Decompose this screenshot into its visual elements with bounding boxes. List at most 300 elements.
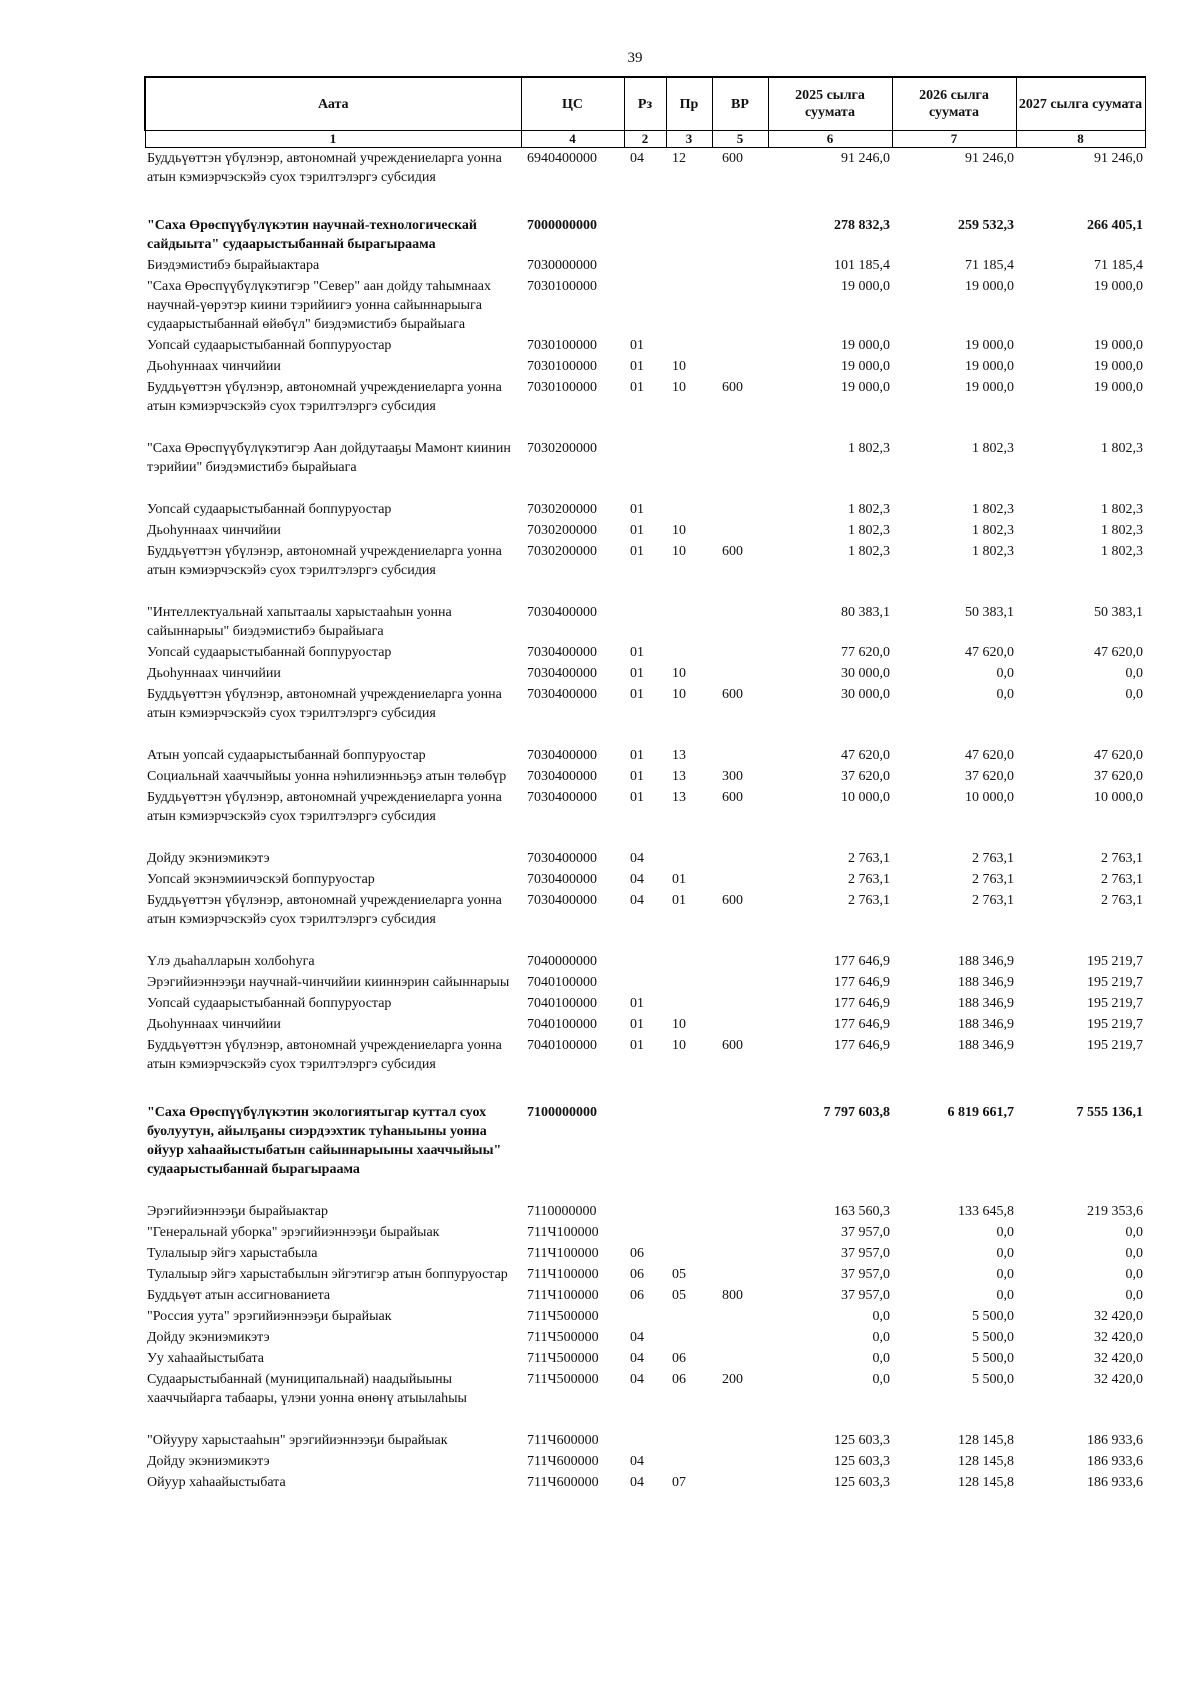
row-rz-code [624, 255, 666, 276]
row-amount-2026: 1 802,3 [972, 502, 1014, 517]
row-cs-code: 7030100000 [527, 338, 597, 353]
row-amount-2027: 32 420,0 [1094, 1309, 1143, 1324]
row-amount-2025: 177 646,9 [834, 1038, 890, 1053]
row-amount-2027: 0,0 [1125, 1288, 1143, 1303]
row-amount-2025: 177 646,9 [834, 996, 890, 1011]
row-name: Уу хаһаайыстыбата [147, 1351, 264, 1366]
row-vr-code: 600 [722, 151, 743, 166]
row-rz-code: 04 [630, 1351, 644, 1366]
row-cs-code: 7030400000 [527, 790, 597, 805]
table-row [145, 335, 1145, 356]
row-amount-2025: 0,0 [872, 1372, 890, 1387]
row-amount-2025: 125 603,3 [834, 1454, 890, 1469]
row-vr-code [712, 642, 768, 663]
column-number: 5 [712, 131, 768, 148]
table-row [145, 356, 1145, 377]
row-pr-code [666, 1180, 712, 1222]
table-row [145, 417, 1145, 478]
row-rz-code: 01 [630, 523, 644, 538]
page-number: 39 [627, 50, 643, 66]
row-rz-code: 01 [630, 359, 644, 374]
row-amount-2026: 50 383,1 [965, 605, 1014, 620]
row-amount-2025: 19 000,0 [841, 359, 890, 374]
row-pr-code: 06 [672, 1372, 686, 1387]
row-amount-2026: 6 819 661,7 [947, 1105, 1014, 1120]
row-amount-2026: 2 763,1 [972, 893, 1014, 908]
row-name: Эрэгийиэннээҕи научнай-чинчийии кииннэрин сайыннарыы [147, 975, 510, 990]
row-amount-2026: 188 346,9 [958, 1038, 1014, 1053]
row-amount-2025: 177 646,9 [834, 1017, 890, 1032]
row-amount-2026: 5 500,0 [972, 1351, 1014, 1366]
row-vr-code: 300 [722, 769, 743, 784]
row-name: Уопсай экэнэмиичэскэй боппуруостар [147, 872, 375, 887]
row-amount-2026: 188 346,9 [958, 1017, 1014, 1032]
row-amount-2027: 1 802,3 [1101, 502, 1143, 517]
row-vr-code [712, 520, 768, 541]
row-amount-2027: 37 620,0 [1094, 769, 1143, 784]
row-amount-2025: 37 957,0 [841, 1267, 890, 1282]
row-name: Дьоһуннаах чинчийии [147, 1017, 281, 1032]
row-cs-code: 7030100000 [527, 380, 597, 395]
row-name: Дойду экэниэмикэтэ [147, 851, 270, 866]
row-cs-code: 7030400000 [527, 748, 597, 763]
column-number: 8 [1016, 131, 1145, 148]
table-row [145, 276, 1145, 335]
row-name: Дойду экэниэмикэтэ [147, 1454, 270, 1469]
row-amount-2026: 19 000,0 [965, 279, 1014, 294]
row-rz-code: 04 [630, 151, 644, 166]
row-cs-code: 711Ч100000 [527, 1267, 599, 1282]
row-amount-2027: 0,0 [1125, 1246, 1143, 1261]
table-row [145, 1264, 1145, 1285]
row-pr-code [666, 478, 712, 520]
row-pr-code: 13 [672, 748, 686, 763]
row-amount-2027: 2 763,1 [1101, 872, 1143, 887]
row-rz-code [624, 188, 666, 255]
row-pr-code: 10 [672, 687, 686, 702]
row-amount-2026: 19 000,0 [965, 380, 1014, 395]
row-name: "Саха Өрөспүүбүлүкэтигэр "Север" аан дойду таһымнаах научнай-үөрэтэр киини тэрийиигэ уонна сайыннарыыга судаарыстыбаннай өйөбүл" биэдэмистибэ бырайыага [147, 279, 491, 332]
row-amount-2026: 188 346,9 [958, 996, 1014, 1011]
row-pr-code [666, 335, 712, 356]
row-amount-2026: 0,0 [996, 687, 1014, 702]
row-pr-code [666, 581, 712, 642]
row-amount-2026: 0,0 [996, 666, 1014, 681]
table-row [145, 1451, 1145, 1472]
row-amount-2027: 1 802,3 [1101, 523, 1143, 538]
row-vr-code [712, 1327, 768, 1348]
row-cs-code: 711Ч500000 [527, 1351, 599, 1366]
row-name: "Саха Өрөспүүбүлүкэтигэр Аан дойдутааҕы Мамонт киинин тэрийии" биэдэмистибэ бырайыага [147, 441, 511, 475]
row-cs-code: 7030100000 [527, 279, 597, 294]
row-amount-2026: 19 000,0 [965, 359, 1014, 374]
row-rz-code: 01 [630, 338, 644, 353]
row-amount-2025: 278 832,3 [834, 218, 890, 233]
row-name: Уопсай судаарыстыбаннай боппуруостар [147, 338, 392, 353]
row-rz-code: 01 [630, 687, 644, 702]
row-cs-code: 7030400000 [527, 666, 597, 681]
row-vr-code [712, 1243, 768, 1264]
row-amount-2027: 19 000,0 [1094, 359, 1143, 374]
row-rz-code: 01 [630, 502, 644, 517]
row-pr-code: 10 [672, 523, 686, 538]
row-vr-code [712, 1472, 768, 1493]
row-cs-code: 7030200000 [527, 502, 597, 517]
row-amount-2027: 186 933,6 [1087, 1475, 1143, 1490]
row-amount-2025: 19 000,0 [841, 380, 890, 395]
row-cs-code: 711Ч600000 [527, 1454, 599, 1469]
column-number: 4 [521, 131, 624, 148]
row-cs-code: 711Ч600000 [527, 1433, 599, 1448]
row-cs-code: 711Ч500000 [527, 1309, 599, 1324]
row-rz-code: 06 [630, 1288, 644, 1303]
row-amount-2027: 1 802,3 [1101, 544, 1143, 559]
row-name: Ойуур хаһаайыстыбата [147, 1475, 286, 1490]
table-row [145, 993, 1145, 1014]
row-amount-2027: 0,0 [1125, 666, 1143, 681]
row-rz-code: 04 [630, 1372, 644, 1387]
row-amount-2026: 2 763,1 [972, 851, 1014, 866]
row-name: Буддьүөттэн үбүлэнэр, автономнай учреждениеларга уонна атын кэмиэрчэскэйэ суох тэрилтэлэргэ субсидия [147, 893, 502, 927]
row-rz-code: 01 [630, 996, 644, 1011]
table-row [145, 1014, 1145, 1035]
row-pr-code: 13 [672, 769, 686, 784]
row-amount-2026: 188 346,9 [958, 954, 1014, 969]
row-amount-2025: 1 802,3 [848, 441, 890, 456]
row-name: Буддьүөттэн үбүлэнэр, автономнай учреждениеларга уонна атын кэмиэрчэскэйэ суох тэрилтэлэргэ субсидия [147, 544, 502, 578]
row-vr-code: 600 [722, 544, 743, 559]
row-pr-code: 10 [672, 1017, 686, 1032]
row-amount-2026: 91 246,0 [965, 151, 1014, 166]
table-row [145, 581, 1145, 642]
row-rz-code: 04 [630, 872, 644, 887]
table-row [145, 188, 1145, 255]
row-amount-2026: 133 645,8 [958, 1204, 1014, 1219]
column-number: 1 [145, 131, 521, 148]
row-name: "Саха Өрөспүүбүлүкэтин экологиятыгар куттал суох буолуутун, айылҕаны сиэрдээхтик туһаныыны уонна ойуур хаһаайыстыбатын сайыннарыыны хааччыйыы" судаарыстыбаннай бырагыраама [147, 1105, 502, 1177]
row-amount-2025: 80 383,1 [841, 605, 890, 620]
row-amount-2027: 19 000,0 [1094, 279, 1143, 294]
row-rz-code: 01 [630, 380, 644, 395]
row-amount-2027: 47 620,0 [1094, 645, 1143, 660]
table-row [145, 684, 1145, 724]
row-pr-code: 01 [672, 872, 686, 887]
table-row [145, 890, 1145, 930]
row-pr-code: 10 [672, 544, 686, 559]
row-cs-code: 7040100000 [527, 1017, 597, 1032]
row-amount-2025: 19 000,0 [841, 279, 890, 294]
row-rz-code: 04 [630, 893, 644, 908]
row-amount-2027: 0,0 [1125, 1225, 1143, 1240]
table-row [145, 827, 1145, 869]
row-amount-2025: 2 763,1 [848, 872, 890, 887]
row-pr-code [666, 993, 712, 1014]
row-vr-code: 200 [722, 1372, 743, 1387]
row-rz-code: 01 [630, 790, 644, 805]
row-rz-code: 04 [630, 1330, 644, 1345]
row-vr-code [712, 1306, 768, 1327]
row-amount-2027: 195 219,7 [1087, 1017, 1143, 1032]
row-rz-code [624, 930, 666, 972]
table-row [145, 1243, 1145, 1264]
row-vr-code [712, 1451, 768, 1472]
row-amount-2026: 188 346,9 [958, 975, 1014, 990]
row-amount-2027: 32 420,0 [1094, 1330, 1143, 1345]
row-pr-code [666, 930, 712, 972]
row-pr-code [666, 1451, 712, 1472]
row-amount-2025: 91 246,0 [841, 151, 890, 166]
row-amount-2026: 71 185,4 [965, 258, 1014, 273]
row-vr-code [712, 827, 768, 869]
table-row [145, 724, 1145, 766]
row-pr-code: 06 [672, 1351, 686, 1366]
row-amount-2027: 219 353,6 [1087, 1204, 1143, 1219]
row-amount-2025: 37 957,0 [841, 1288, 890, 1303]
table-row [145, 148, 1145, 189]
column-number: 6 [768, 131, 892, 148]
row-amount-2025: 177 646,9 [834, 954, 890, 969]
row-cs-code: 7030200000 [527, 441, 597, 456]
row-vr-code [712, 663, 768, 684]
table-row [145, 766, 1145, 787]
table-row [145, 1327, 1145, 1348]
row-amount-2027: 195 219,7 [1087, 1038, 1143, 1053]
row-cs-code: 7030200000 [527, 523, 597, 538]
row-rz-code: 01 [630, 645, 644, 660]
row-rz-code: 01 [630, 666, 644, 681]
table-row [145, 255, 1145, 276]
table-row [145, 1409, 1145, 1451]
row-pr-code [666, 1306, 712, 1327]
row-amount-2026: 128 145,8 [958, 1475, 1014, 1490]
row-amount-2027: 195 219,7 [1087, 996, 1143, 1011]
row-amount-2027: 47 620,0 [1094, 748, 1143, 763]
row-vr-code [712, 417, 768, 478]
row-amount-2026: 19 000,0 [965, 338, 1014, 353]
header-cs: ЦС [521, 77, 624, 131]
table-row [145, 642, 1145, 663]
column-number: 7 [892, 131, 1016, 148]
row-pr-code: 12 [672, 151, 686, 166]
header-2026: 2026 сылга суумата [892, 77, 1016, 131]
row-amount-2025: 0,0 [872, 1309, 890, 1324]
table-header-row [145, 77, 1145, 131]
row-rz-code: 01 [630, 1038, 644, 1053]
row-cs-code: 7030400000 [527, 769, 597, 784]
row-vr-code [712, 478, 768, 520]
row-cs-code: 7030400000 [527, 872, 597, 887]
row-amount-2026: 0,0 [996, 1225, 1014, 1240]
row-rz-code: 06 [630, 1246, 644, 1261]
row-amount-2027: 186 933,6 [1087, 1433, 1143, 1448]
row-rz-code [624, 581, 666, 642]
row-vr-code [712, 930, 768, 972]
row-amount-2025: 1 802,3 [848, 523, 890, 538]
table-row [145, 1472, 1145, 1493]
row-pr-code [666, 276, 712, 335]
row-cs-code: 6940400000 [527, 151, 597, 166]
row-amount-2027: 32 420,0 [1094, 1372, 1143, 1387]
row-name: Уопсай судаарыстыбаннай боппуруостар [147, 996, 392, 1011]
row-amount-2027: 186 933,6 [1087, 1454, 1143, 1469]
row-amount-2025: 101 185,4 [834, 258, 890, 273]
row-name: "Ойууру харыстааһын" эрэгийиэннээҕи бырайыак [147, 1433, 448, 1448]
row-name: Буддьүөттэн үбүлэнэр, автономнай учреждениеларга уонна атын кэмиэрчэскэйэ суох тэрилтэлэргэ субсидия [147, 380, 502, 414]
row-amount-2026: 10 000,0 [965, 790, 1014, 805]
row-rz-code [624, 1306, 666, 1327]
table-row [145, 1180, 1145, 1222]
row-pr-code [666, 417, 712, 478]
table-row [145, 1222, 1145, 1243]
row-name: Эрэгийиэннээҕи бырайыактар [147, 1204, 329, 1219]
row-vr-code: 800 [722, 1288, 743, 1303]
table-row [145, 377, 1145, 417]
row-vr-code [712, 724, 768, 766]
row-amount-2027: 19 000,0 [1094, 380, 1143, 395]
row-amount-2025: 30 000,0 [841, 666, 890, 681]
row-name: Уопсай судаарыстыбаннай боппуруостар [147, 502, 392, 517]
row-amount-2025: 125 603,3 [834, 1475, 890, 1490]
table-row [145, 1075, 1145, 1180]
row-name: Дьоһуннаах чинчийии [147, 523, 281, 538]
row-vr-code [712, 869, 768, 890]
row-pr-code [666, 188, 712, 255]
row-amount-2025: 2 763,1 [848, 893, 890, 908]
row-amount-2025: 77 620,0 [841, 645, 890, 660]
row-name: Буддьүөттэн үбүлэнэр, автономнай учреждениеларга уонна атын кэмиэрчэскэйэ суох тэрилтэлэргэ субсидия [147, 1038, 502, 1072]
row-vr-code [712, 188, 768, 255]
row-cs-code: 711Ч100000 [527, 1246, 599, 1261]
row-amount-2027: 2 763,1 [1101, 893, 1143, 908]
row-amount-2027: 32 420,0 [1094, 1351, 1143, 1366]
row-amount-2026: 1 802,3 [972, 544, 1014, 559]
row-amount-2026: 0,0 [996, 1246, 1014, 1261]
table-row [145, 1306, 1145, 1327]
row-name: Буддьүөттэн үбүлэнэр, автономнай учреждениеларга уонна атын кэмиэрчэскэйэ суох тэрилтэлэргэ субсидия [147, 687, 502, 721]
row-rz-code [624, 1409, 666, 1451]
table-row [145, 1369, 1145, 1409]
row-vr-code: 600 [722, 380, 743, 395]
row-cs-code: 7100000000 [527, 1105, 597, 1120]
header-name: Аата [145, 77, 521, 131]
row-amount-2025: 37 620,0 [841, 769, 890, 784]
header-2025: 2025 сылга суумата [768, 77, 892, 131]
row-amount-2025: 163 560,3 [834, 1204, 890, 1219]
row-amount-2027: 7 555 136,1 [1076, 1105, 1143, 1120]
header-vr: ВР [712, 77, 768, 131]
row-name: "Саха Өрөспүүбүлүкэтин научнай-технологическай сайдыыта" судаарыстыбаннай бырагыраама [147, 218, 477, 252]
table-row [145, 541, 1145, 581]
row-pr-code: 10 [672, 1038, 686, 1053]
header-2027: 2027 сылга суумата [1016, 77, 1145, 131]
row-rz-code [624, 972, 666, 993]
row-pr-code: 10 [672, 359, 686, 374]
row-amount-2027: 1 802,3 [1101, 441, 1143, 456]
header-pr: Пр [666, 77, 712, 131]
table-body [145, 148, 1145, 1494]
row-cs-code: 711Ч100000 [527, 1288, 599, 1303]
table-row [145, 972, 1145, 993]
row-amount-2027: 195 219,7 [1087, 954, 1143, 969]
row-vr-code [712, 581, 768, 642]
row-amount-2025: 30 000,0 [841, 687, 890, 702]
row-cs-code: 7040100000 [527, 1038, 597, 1053]
row-rz-code: 06 [630, 1267, 644, 1282]
table-row [145, 1348, 1145, 1369]
header-rz: Рз [624, 77, 666, 131]
row-amount-2025: 0,0 [872, 1330, 890, 1345]
row-name: "Интеллектуальнай хапытаалы харыстааһын уонна сайыннарыы" биэдэмистибэ бырайыага [147, 605, 452, 639]
row-cs-code: 711Ч100000 [527, 1225, 599, 1240]
row-vr-code [712, 1348, 768, 1369]
row-amount-2025: 47 620,0 [841, 748, 890, 763]
row-cs-code: 7040100000 [527, 975, 597, 990]
row-pr-code [666, 1243, 712, 1264]
row-rz-code [624, 417, 666, 478]
row-name: Дьоһуннаах чинчийии [147, 666, 281, 681]
row-vr-code [712, 972, 768, 993]
table-row [145, 663, 1145, 684]
row-cs-code: 711Ч600000 [527, 1475, 599, 1490]
row-cs-code: 7030400000 [527, 605, 597, 620]
row-name: Атын уопсай судаарыстыбаннай боппуруостар [147, 748, 426, 763]
row-vr-code: 600 [722, 687, 743, 702]
row-pr-code: 13 [672, 790, 686, 805]
row-cs-code: 7030200000 [527, 544, 597, 559]
row-amount-2025: 1 802,3 [848, 544, 890, 559]
row-vr-code [712, 1014, 768, 1035]
row-name: Буддьүөттэн үбүлэнэр, автономнай учреждениеларга уонна атын кэмиэрчэскэйэ суох тэрилтэлэргэ субсидия [147, 151, 502, 185]
row-pr-code [666, 1075, 712, 1180]
row-vr-code [712, 1075, 768, 1180]
row-name: Тулалыыр эйгэ харыстабыла [147, 1246, 318, 1261]
table-row [145, 869, 1145, 890]
column-number: 2 [624, 131, 666, 148]
row-cs-code: 7000000000 [527, 218, 597, 233]
row-pr-code: 05 [672, 1267, 686, 1282]
row-amount-2025: 0,0 [872, 1351, 890, 1366]
row-amount-2027: 195 219,7 [1087, 975, 1143, 990]
row-vr-code: 600 [722, 790, 743, 805]
row-amount-2026: 47 620,0 [965, 645, 1014, 660]
row-name: Буддьүөттэн үбүлэнэр, автономнай учреждениеларга уонна атын кэмиэрчэскэйэ суох тэрилтэлэргэ субсидия [147, 790, 502, 824]
row-amount-2027: 0,0 [1125, 687, 1143, 702]
row-pr-code [666, 1327, 712, 1348]
row-cs-code: 7040100000 [527, 996, 597, 1011]
column-number-row [145, 131, 1145, 148]
row-amount-2026: 37 620,0 [965, 769, 1014, 784]
row-amount-2027: 2 763,1 [1101, 851, 1143, 866]
row-pr-code [666, 972, 712, 993]
row-vr-code [712, 993, 768, 1014]
row-name: "Россия уута" эрэгийиэннээҕи бырайыак [147, 1309, 392, 1324]
row-vr-code [712, 255, 768, 276]
row-amount-2026: 1 802,3 [972, 441, 1014, 456]
row-name: Дойду экэниэмикэтэ [147, 1330, 270, 1345]
row-pr-code: 10 [672, 666, 686, 681]
row-pr-code [666, 827, 712, 869]
row-amount-2026: 128 145,8 [958, 1454, 1014, 1469]
row-amount-2025: 177 646,9 [834, 975, 890, 990]
row-name: Биэдэмистибэ бырайыактара [147, 258, 320, 273]
row-amount-2026: 1 802,3 [972, 523, 1014, 538]
table-row [145, 520, 1145, 541]
row-name: Судаарыстыбаннай (муниципальнай) наадыйыыны хааччыйарга табаары, үлэни уонна өнөнү атыылаһыы [147, 1372, 467, 1406]
row-rz-code [624, 276, 666, 335]
budget-table [144, 76, 1146, 1493]
row-amount-2026: 47 620,0 [965, 748, 1014, 763]
table-row [145, 478, 1145, 520]
